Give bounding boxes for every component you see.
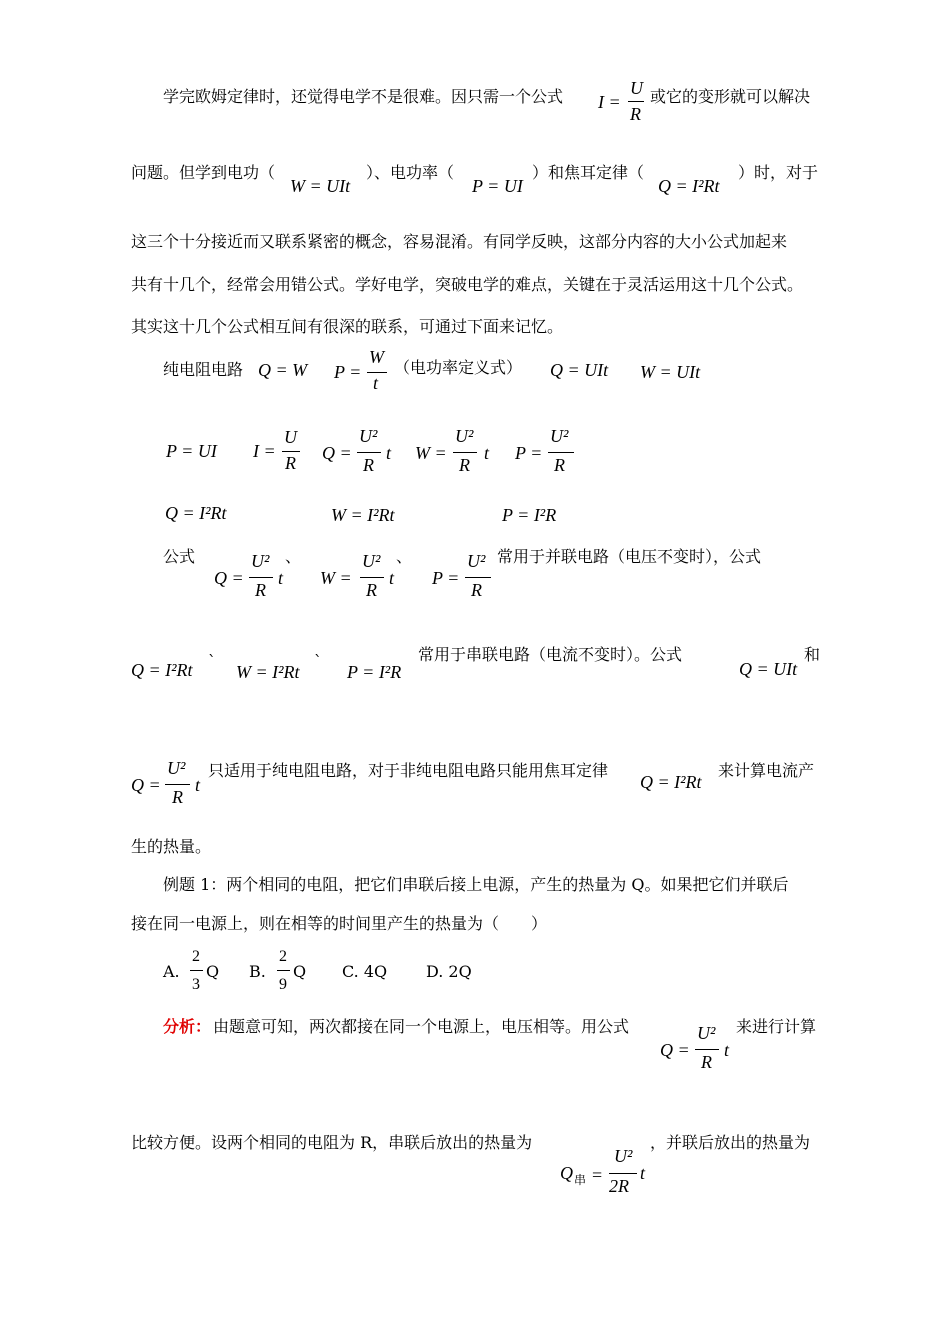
formula-U2: U² xyxy=(362,551,381,571)
usage-tick: ` xyxy=(208,652,216,671)
formula-P-eq: P = xyxy=(432,568,460,588)
fraction-bar xyxy=(360,577,384,578)
fraction-bar xyxy=(548,452,574,453)
formula-U2: U² xyxy=(455,426,474,446)
option-b-label: B. xyxy=(249,962,266,981)
formula-P-UI: P = UI xyxy=(472,176,523,196)
fraction-bar xyxy=(695,1049,719,1050)
analysis-line-2: 比较方便。设两个相同的电阻为 R，串联后放出的热量为 xyxy=(131,1133,533,1152)
usage-separator: 、 xyxy=(285,547,302,566)
formula-Q-eq: Q = xyxy=(131,775,161,795)
formula-U2: U² xyxy=(550,426,569,446)
formula-t: t xyxy=(278,568,284,588)
formula-Q-UIt-2: Q = UIt xyxy=(739,659,798,679)
example-question-2: 接在同一电源上，则在相等的时间里产生的热量为（ ） xyxy=(131,914,548,933)
formula-U2: U² xyxy=(167,758,186,778)
usage-separator: 、 xyxy=(396,547,413,566)
fraction-bar xyxy=(453,452,477,453)
option-b-numerator: 2 xyxy=(279,948,287,965)
formula-Q-series: Q xyxy=(560,1163,573,1183)
formula-U2: U² xyxy=(251,551,270,571)
formula-t: t xyxy=(724,1040,730,1060)
analysis-line-1: 由题意可知，两次都接在同一个电源上，电压相等。用公式 xyxy=(213,1017,630,1036)
option-a-numerator: 2 xyxy=(192,948,200,965)
fraction-bar xyxy=(190,970,203,971)
formula-P-UI-2: P = UI xyxy=(166,441,217,461)
formula-Q-eq: Q = xyxy=(322,443,352,463)
formula-t: t xyxy=(389,568,395,588)
usage-parallel: 常用于并联电路（电压不变时），公式 xyxy=(497,547,762,566)
intro-line-3: 这三个十分接近而又联系紧密的概念，容易混淆。有同学反映，这部分内容的大小公式加起来 xyxy=(131,232,788,251)
fraction-bar xyxy=(249,577,273,578)
option-b-denominator: 9 xyxy=(279,976,287,993)
intro-line-2b: ）、电功率（ xyxy=(366,163,455,182)
formula-t: t xyxy=(373,373,379,393)
formula-Q-I2Rt: Q = I²Rt xyxy=(658,176,720,196)
formula-P-I2R: P = I²R xyxy=(502,505,557,525)
formula-R: R xyxy=(701,1052,712,1072)
formula-Q-I2Rt-3: Q = I²Rt xyxy=(131,660,193,680)
formula-t: t xyxy=(386,443,392,463)
intro-line-2a: 问题。但学到电功（ xyxy=(131,163,276,182)
formula-U: U xyxy=(284,427,297,447)
fraction-bar xyxy=(628,101,644,102)
formula-U2: U² xyxy=(697,1023,716,1043)
formula-W-UIt: W = UIt xyxy=(290,176,351,196)
formula-I-eq: I = xyxy=(598,92,621,112)
pure-resistor-label: 纯电阻电路 xyxy=(163,360,244,379)
formula-U2: U² xyxy=(467,551,486,571)
usage-tick: ` xyxy=(314,652,322,671)
fraction-bar xyxy=(277,970,290,971)
analysis-label: 分析： xyxy=(163,1017,212,1036)
intro-line-2d: ）时，对于 xyxy=(738,163,819,182)
formula-R: R xyxy=(172,787,183,807)
usage-and: 和 xyxy=(804,645,821,664)
formula-2R: 2R xyxy=(609,1176,629,1196)
power-definition-note: （电功率定义式） xyxy=(394,358,523,377)
usage-heat-2: 生的热量。 xyxy=(131,837,212,856)
formula-t: t xyxy=(640,1163,646,1183)
intro-line-1a: 学完欧姆定律时，还觉得电学不是很难。因只需一个公式 xyxy=(163,87,564,106)
formula-eq: = xyxy=(592,1165,603,1185)
formula-R: R xyxy=(363,455,374,475)
option-c: C. 4Q xyxy=(342,962,388,981)
formula-Q-I2Rt-4: Q = I²Rt xyxy=(640,772,702,792)
formula-Q-UIt: Q = UIt xyxy=(550,360,609,380)
formula-W: W xyxy=(369,347,384,367)
formula-R: R xyxy=(285,453,296,473)
formula-P-eq-2: P = xyxy=(515,443,543,463)
formula-Q-eq: Q = xyxy=(660,1040,690,1060)
formula-Q-I2Rt-2: Q = I²Rt xyxy=(165,503,227,523)
formula-Q-eq: Q = xyxy=(214,568,244,588)
series-subscript: 串 xyxy=(574,1173,587,1187)
formula-R: R xyxy=(630,104,641,124)
formula-W-eq: W = xyxy=(320,568,352,588)
usage-series: 常用于串联电路（电流不变时）。公式 xyxy=(418,645,683,664)
formula-t: t xyxy=(484,443,490,463)
analysis-line-1b: 来进行计算 xyxy=(736,1017,817,1036)
formula-R: R xyxy=(255,580,266,600)
option-d: D. 2Q xyxy=(426,962,472,981)
fraction-bar xyxy=(357,452,381,453)
formula-R: R xyxy=(471,580,482,600)
formula-I-eq-2: I = xyxy=(253,441,276,461)
intro-line-5: 其实这十几个公式相互间有很深的联系，可通过下面来记忆。 xyxy=(131,317,564,336)
formula-W-UIt-2: W = UIt xyxy=(640,362,701,382)
formula-U: U xyxy=(630,78,643,98)
formula-t: t xyxy=(195,775,201,795)
option-b-q: Q xyxy=(293,962,307,981)
formula-Q-W: Q = W xyxy=(258,360,308,380)
option-a-label: A. xyxy=(163,962,180,981)
formula-U2: U² xyxy=(614,1146,633,1166)
formula-R: R xyxy=(366,580,377,600)
usage-pure-only: 只适用于纯电阻电路，对于非纯电阻电路只能用焦耳定律 xyxy=(208,761,609,780)
fraction-bar xyxy=(465,577,491,578)
formula-W-eq: W = xyxy=(415,443,447,463)
usage-gongshi: 公式 xyxy=(163,547,196,566)
formula-R: R xyxy=(554,455,565,475)
example-question-1: 例题 1：两个相同的电阻，把它们串联后接上电源，产生的热量为 Q。如果把它们并联后 xyxy=(163,875,789,894)
intro-line-2c: ）和焦耳定律（ xyxy=(532,163,645,182)
formula-P-eq: P = xyxy=(334,362,362,382)
formula-W-I2Rt-2: W = I²Rt xyxy=(236,662,300,682)
intro-line-1b: 或它的变形就可以解决 xyxy=(650,87,811,106)
fraction-bar xyxy=(165,784,190,785)
option-a-q: Q xyxy=(206,962,220,981)
fraction-bar xyxy=(282,451,300,452)
option-a-denominator: 3 xyxy=(192,976,200,993)
usage-heat: 来计算电流产 xyxy=(718,761,815,780)
intro-line-4: 共有十几个，经常会用错公式。学好电学，突破电学的难点，关键在于灵活运用这十几个公式。 xyxy=(131,275,804,294)
formula-P-I2R-2: P = I²R xyxy=(347,662,402,682)
formula-U2: U² xyxy=(359,426,378,446)
analysis-line-2b: ，并联后放出的热量为 xyxy=(650,1133,811,1152)
formula-R: R xyxy=(459,455,470,475)
formula-W-I2Rt: W = I²Rt xyxy=(331,505,395,525)
fraction-bar xyxy=(609,1173,637,1174)
